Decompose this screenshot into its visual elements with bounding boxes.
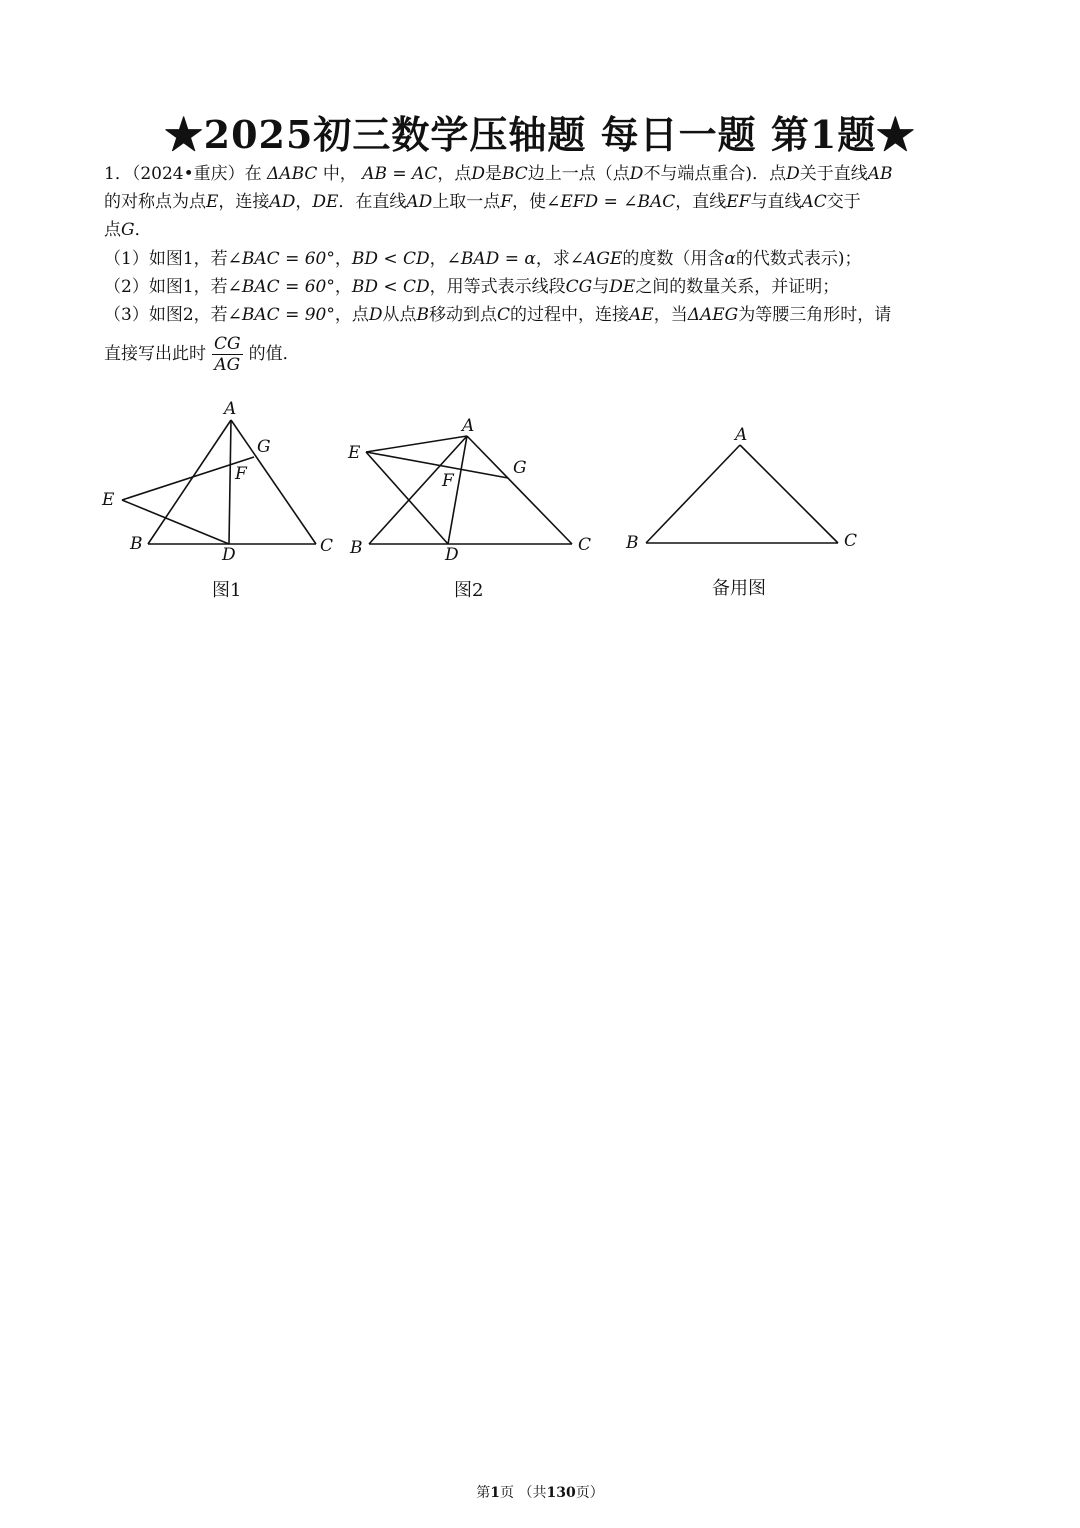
fig2-segment-ac (467, 436, 572, 544)
fig2-label-e: E (348, 443, 361, 463)
fig1-segment-ab (148, 420, 231, 544)
fig1-caption: 图1 (212, 580, 242, 601)
fig1-segment-ad (229, 420, 231, 544)
figure-3-spare (625, 425, 857, 553)
fig1-label-d: D (222, 545, 236, 565)
fig1-label-a: A (224, 399, 237, 419)
fig2-label-a: A (462, 416, 475, 436)
problem-line-1: 1．（2024•重庆）在 ΔABC 中， AB = AC，点D是BC边上一点（点D不与端点重合)．点D关于直线AB (104, 164, 893, 184)
fig2-segment-de (366, 452, 448, 544)
fig1-label-f: F (235, 464, 247, 484)
fraction-cg-ag: $\frac{CG}{AG}$ (214, 334, 241, 375)
question-3-continued: 直接写出此时 $\frac{CG}{AG}$ 的值． (104, 334, 300, 375)
fig2-label-d: D (445, 545, 459, 565)
fig2-label-c: C (578, 535, 592, 555)
question-2: （2）如图1，若∠BAC = 60°，BD < CD，用等式表示线段CG与DE之间的数量关系，并证明； (104, 277, 840, 297)
fig3-label-c: C (844, 531, 858, 551)
page-footer: 第1页 （共130页） (476, 1485, 604, 1501)
fig2-label-b: B (350, 538, 363, 558)
problem-line-2: 的对称点为点E，连接AD，DE．在直线AD上取一点F，使∠EFD = ∠BAC，直线EF与直线AC交于 (104, 192, 861, 212)
fig3-segment-ac (740, 445, 838, 543)
fig3-caption: 备用图 (712, 578, 766, 599)
fig3-segment-ab (646, 445, 740, 543)
fig1-label-g: G (257, 437, 271, 457)
fig2-label-g: G (513, 458, 527, 478)
page-title: ★2025初三数学压轴题 每日一题 第1题★ (164, 112, 916, 157)
fig1-label-e: E (102, 490, 115, 510)
figure-1 (101, 399, 333, 565)
fig2-caption: 图2 (454, 580, 484, 601)
question-3: （3）如图2，若∠BAC = 90°，点D从点B移动到点C的过程中，连接AE，当ΔAEG为等腰三角形时，请 (104, 305, 892, 325)
question-1: （1）如图1，若∠BAC = 60°，BD < CD，∠BAD = α，求∠AGE的度数（用含α的代数式表示)； (104, 249, 862, 269)
fig3-label-b: B (626, 533, 639, 553)
fig3-label-a: A (735, 425, 748, 445)
fig1-label-c: C (320, 536, 334, 556)
problem-line-3: 点G． (104, 220, 152, 240)
fig2-segment-ea (366, 436, 467, 452)
fig2-label-f: F (442, 471, 454, 491)
figures-canvas (0, 0, 1080, 620)
fig1-label-b: B (130, 534, 143, 554)
figure-2 (347, 416, 591, 565)
